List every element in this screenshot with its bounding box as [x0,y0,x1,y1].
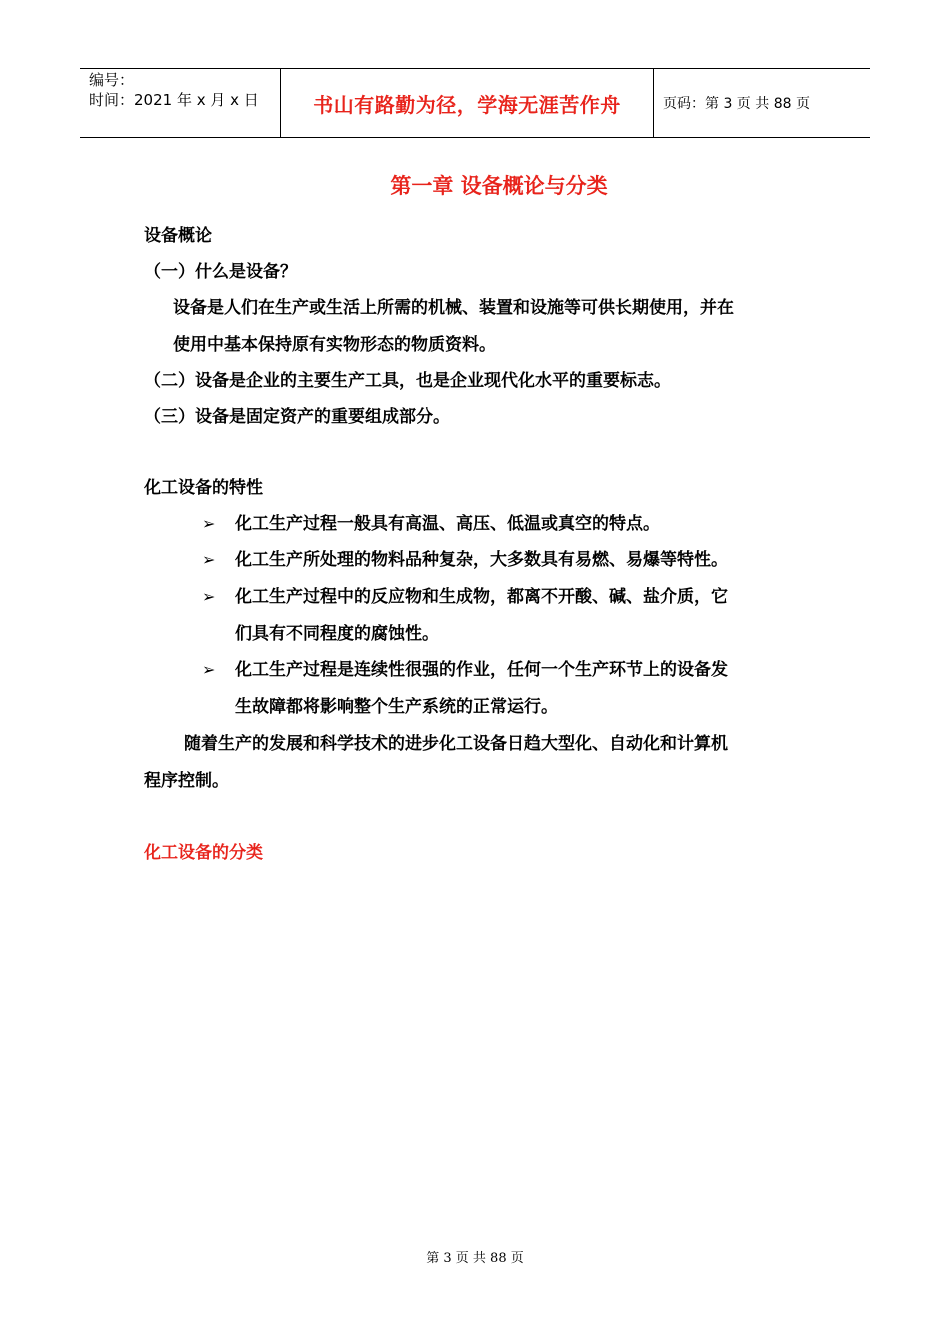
header-page-info: 页码：第 3 页 共 88 页 [663,96,810,112]
item-1-line-1: 设备是人们在生产或生活上所需的机械、装置和设施等可供长期使用，并在 [173,298,734,318]
bullet-arrow-icon: ➢ [202,587,216,606]
section-heading-classification: 化工设备的分类 [144,843,263,863]
section-heading-overview: 设备概论 [144,226,212,246]
page-header [80,68,870,138]
item-1-title: （一）什么是设备？ [144,262,297,282]
bullet-3-line-2: 们具有不同程度的腐蚀性。 [235,624,439,644]
header-meta-cell [80,69,281,137]
bullet-2: 化工生产所处理的物料品种复杂，大多数具有易燃、易爆等特性。 [235,550,728,570]
bullet-arrow-icon: ➢ [202,660,216,679]
header-motto-cell [281,69,654,137]
time-label: 时间：2021 年 x 月 x 日 [89,91,259,109]
chapter-title: 第一章 设备概论与分类 [390,174,608,198]
bullet-4-line-2: 生故障都将影响整个生产系统的正常运行。 [235,697,558,717]
trend-paragraph-line-1: 随着生产的发展和科学技术的进步化工设备日趋大型化、自动化和计算机 [184,734,728,754]
bullet-3-line-1: 化工生产过程中的反应物和生成物，都离不开酸、碱、盐介质，它 [235,587,728,607]
header-page-cell [654,69,870,137]
item-3: （三）设备是固定资产的重要组成部分。 [144,407,450,427]
bullet-arrow-icon: ➢ [202,514,216,533]
section-heading-characteristics: 化工设备的特性 [144,478,263,498]
item-1-line-2: 使用中基本保持原有实物形态的物质资料。 [173,335,496,355]
bullet-1: 化工生产过程一般具有高温、高压、低温或真空的特点。 [235,514,660,534]
bullet-arrow-icon: ➢ [202,550,216,569]
motto: 书山有路勤为径，学海无涯苦作舟 [313,92,621,117]
trend-paragraph-line-2: 程序控制。 [144,771,229,791]
number-label: 编号： [89,71,135,89]
page-footer: 第 3 页 共 88 页 [426,1251,524,1266]
bullet-4-line-1: 化工生产过程是连续性很强的作业，任何一个生产环节上的设备发 [235,660,728,680]
item-2: （二）设备是企业的主要生产工具，也是企业现代化水平的重要标志。 [144,371,671,391]
